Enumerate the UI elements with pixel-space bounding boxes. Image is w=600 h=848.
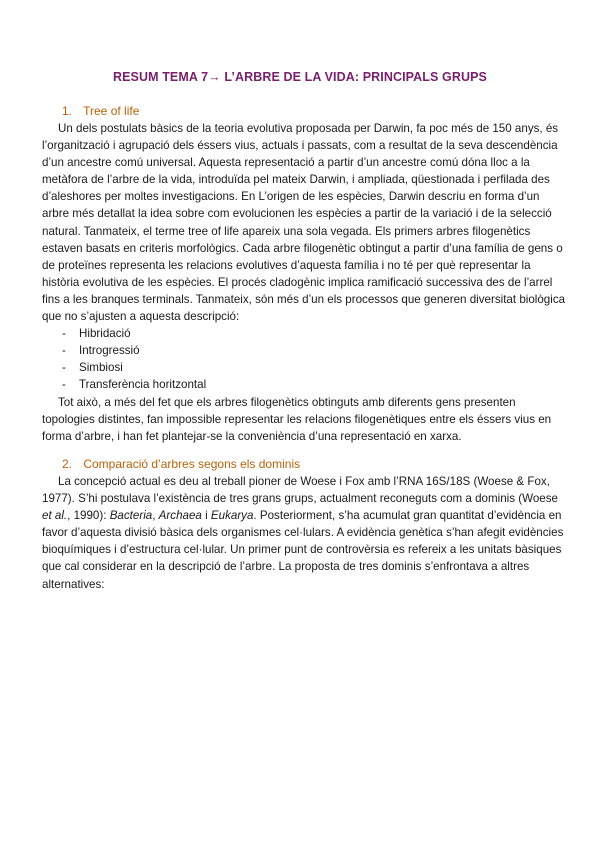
term-bacteria: Bacteria <box>109 509 153 523</box>
list-item-text: Simbiosi <box>79 361 123 375</box>
list-item-text: Hibridació <box>79 327 131 341</box>
text-run: , <box>152 509 159 523</box>
text-run-italic: et al. <box>42 509 68 523</box>
list-item: - Simbiosi <box>62 361 123 375</box>
section-heading <box>42 103 567 120</box>
list-item: - Transferència horitzontal <box>62 378 207 392</box>
bullet-list <box>42 325 567 393</box>
section-heading <box>42 456 567 473</box>
paragraph <box>42 473 567 593</box>
text-run: La concepció actual es deu al treball pioner de Woese i Fox amb l’RNA 16S/18S (Woese & Fox, 1977). S’hi postulava l’existència de tres grans grups, actualment reconeguts com a dominis (Woese <box>42 475 558 506</box>
section-number: 1. <box>62 104 73 118</box>
text-run: i <box>201 509 211 523</box>
list-item: - Introgressió <box>62 344 140 358</box>
section-title: Comparació d’arbres segons els dominis <box>83 457 301 471</box>
list-item-text: Introgressió <box>79 344 140 358</box>
list-item-text: Transferència horitzontal <box>79 378 207 392</box>
section-tree-of-life <box>42 103 567 445</box>
text-run: , 1990): <box>67 509 110 523</box>
section-title: Tree of life <box>83 104 140 118</box>
text-run: . Posteriorment, s’ha acumulat gran quantitat d’evidència en favor d’aquesta divisió bàsica dels organismes cel·lulars. A evidència genètica s’han afegit evidències bioquímiques i d’estructura cel·lular. Un primer punt de controvèrsia es refereix a les unitats bàsiques que cal considerar en la descripció de l’arbre. La proposta de tres dominis s’enfrontava a altres alternatives: <box>42 509 564 591</box>
paragraph: Tot això, a més del fet que els arbres filogenètics obtinguts amb diferents gens presenten topologies distintes, fan impossible representar les relacions filogenètiques entre els éssers vius en forma d’arbre, i han fet plantejar-se la conveniència d’una representació en xarxa. <box>42 395 552 443</box>
page-title: RESUM TEMA 7→ L’ARBRE DE LA VIDA: PRINCIPALS GRUPS <box>112 70 487 84</box>
paragraph: Un dels postulats bàsics de la teoria evolutiva proposada per Darwin, fa poc més de 150 anys, és l’organització i agrupació dels éssers vius, actuals i passats, com a resultat de la seva descendència d’un ancestre comú universal. Aquesta representació a partir d’un ancestre comú dóna lloc a la metàfora de l’arbre de la vida, introduïda pel mateix Darwin, i ampliada, qüestionada i perfilada des d’aleshores per moltes investigacions. En L’origen de les espècies, Darwin descriu en forma d’un arbre més detallat la idea sobre com evolucionen les espècies a partir de la variació i de la selecció natural. Tanmateix, el terme tree of life apareix una sola vegada. Els primers arbres filogenètics estaven basats en criteris morfològics. Cada arbre filogenètic obtingut a partir d’una família de gens o de proteïnes representa les relacions evolutives d’aquesta família i no té per què representar la història evolutiva de les espècies. El procés cladogènic implica ramificació successiva des de l’arrel fins a les branques terminals. Tanmateix, són més d’un els processos que generen diversitat biològica que no s’ajusten a aquesta descripció: <box>42 122 566 324</box>
section-number: 2. <box>62 457 73 471</box>
section-domain-comparison <box>42 456 567 593</box>
term-archaea: Archaea <box>158 509 202 523</box>
list-item: - Hibridació <box>62 327 131 341</box>
term-eukarya: Eukarya <box>210 509 254 523</box>
